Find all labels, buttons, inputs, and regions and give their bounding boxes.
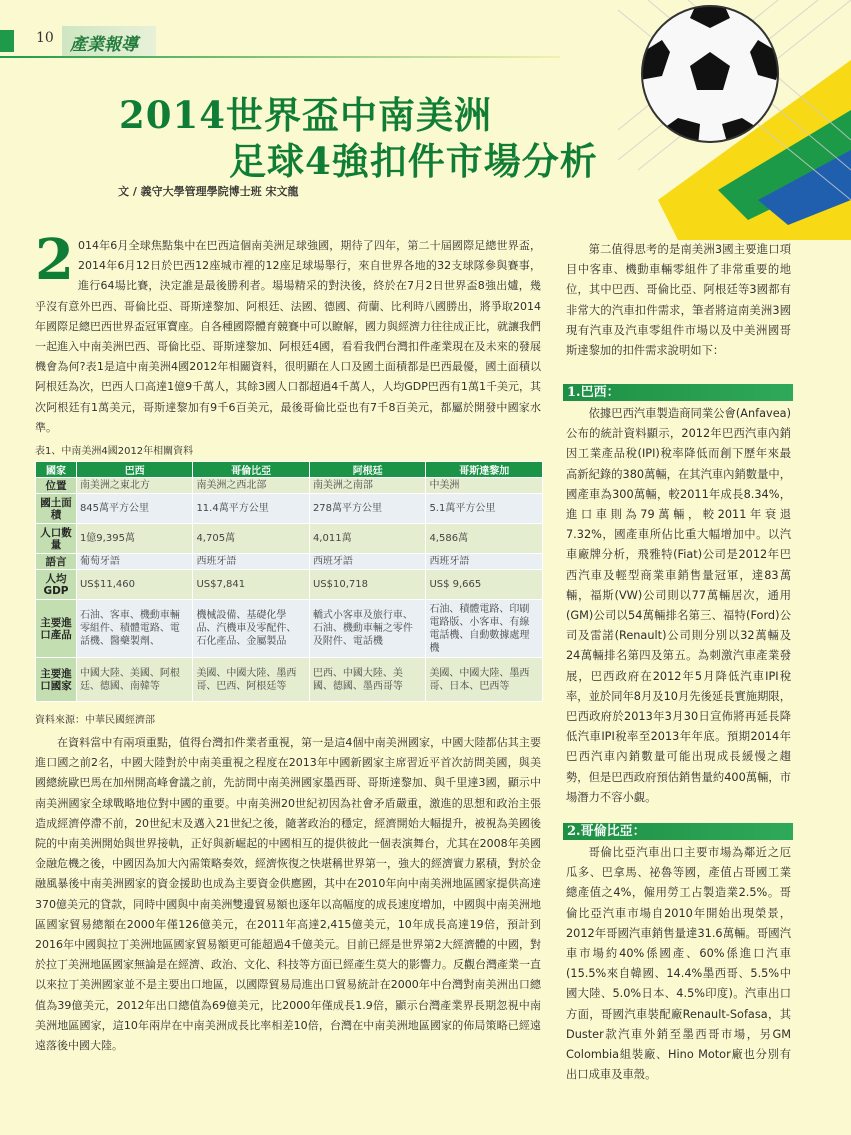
table-cell: 中美洲 [426, 478, 543, 494]
section-text-colombia: 哥倫比亞汽車出口主要市場為鄰近之厄瓜多、巴拿馬、祕魯等國，產值占哥國工業總產值之4%，僱用勞工占製造業2.5%。哥倫比亞汽車市場自2010年開始出現榮景，2012年哥國汽車銷售量達31.6萬輛。哥國汽車市場約40%係國產、60%係進口汽車(15.5%來自韓國、14.4%墨西哥、5.5%中國大陸、5.0%日本、4.5%印度)。汽車出口方面，哥國汽車裝配廠Renault-Sofasa，其Duster款汽車外銷至墨西哥市場，另GM Colombia組裝廠、Hino Motor廠也分別有出口成車及車殼。 [566, 846, 791, 1082]
table-row [36, 554, 543, 570]
table-cell: 西班牙語 [309, 554, 426, 570]
intro-paragraph [35, 227, 541, 438]
table-cell: 南美洲之西北部 [193, 478, 310, 494]
table-cell: 石油、客車、機動車輛零組件、積體電路、電話機、醫藥製劑、 [76, 600, 193, 658]
table-cell: US$11,460 [76, 570, 193, 600]
header-accent-bar [0, 30, 14, 52]
section-heading-brazil: 1.巴西： [563, 384, 793, 401]
table-cell: 1億9,395萬 [76, 524, 193, 554]
article-title-line2: 足球4強扣件市場分析 [229, 139, 598, 183]
soccer-ball-in-net-icon [618, 0, 851, 240]
table-row [36, 524, 543, 554]
table-header-cell: 哥斯達黎加 [426, 462, 543, 478]
table-cell: US$ 9,665 [426, 570, 543, 600]
drop-cap: 2 [35, 227, 74, 293]
table-cell: 石油、積體電路、印刷電路版、小客車、有線電話機、自動數據處理機 [426, 600, 543, 658]
table-cell: US$10,718 [309, 570, 426, 600]
page-number: 10 [36, 30, 54, 46]
table-cell: 轎式小客車及旅行車、石油、機動車輛之零件及附件、電話機 [309, 600, 426, 658]
table-header-cell: 阿根廷 [309, 462, 426, 478]
header-rule [0, 56, 560, 58]
section-label: 產業報導 [70, 35, 138, 55]
table-row [36, 658, 543, 702]
table-cell: 機械設備、基礎化學品、汽機車及零配件、石化產品、金屬製品 [193, 600, 310, 658]
row-label: 人口數量 [36, 524, 77, 554]
table-header-cell: 哥倫比亞 [193, 462, 310, 478]
table-row [36, 570, 543, 600]
row-label: 主要進口產品 [36, 600, 77, 658]
table-header-row [36, 462, 543, 478]
row-label: 語言 [36, 554, 77, 570]
table-cell: 南美洲之南部 [309, 478, 426, 494]
table-source: 資料來源：中華民國經濟部 [35, 715, 155, 726]
row-label: 位置 [36, 478, 77, 494]
table-header-cell: 巴西 [76, 462, 193, 478]
table-cell: 中國大陸、美國、阿根廷、德國、南韓等 [76, 658, 193, 702]
table-caption: 表1、中南美洲4國2012年相關資料 [35, 446, 194, 457]
table-cell: 4,011萬 [309, 524, 426, 554]
table-cell: 美國、中國大陸、墨西哥、日本、巴西等 [426, 658, 543, 702]
table-cell: 11.4萬平方公里 [193, 494, 310, 524]
table-cell: 葡萄牙語 [76, 554, 193, 570]
byline: 文 / 義守大學管理學院博士班 宋文龍 [118, 185, 299, 198]
table-cell: 西班牙語 [426, 554, 543, 570]
table-cell: 278萬平方公里 [309, 494, 426, 524]
section-label-box [62, 26, 156, 56]
intro-text: 014年6月全球焦點集中在巴西這個南美洲足球強國，期待了四年，第二十屆國際足總世界盃，2014年6月12日於巴西12座城市裡的12座足球場舉行，來自世界各地的32支球隊參與賽事，進行64場比賽，決定誰是最後勝利者。場場精采的對決後，終於在7月2日世界盃8強出爐，幾乎沒有意外巴西、哥倫比亞、哥斯達黎加、阿根廷、法國、德國、荷蘭、比利時八國勝出，將爭取2014年國際足總巴西世界盃冠軍寶座。自各種國際體育競賽中可以瞭解，國力與經濟力往往成正比，就讓我們一起進入中南美洲巴西、哥倫比亞、哥斯達黎加、阿根廷4國，看看我們台灣扣件產業現在及未來的發展機會為何?表1是這中南美洲4國2012年相關資料，很明顯在人口及國土面積都是巴西最優，國土面積以阿根廷為次，巴西人口高達1億9千萬人，其餘3國人口都超過4千萬人，人均GDP巴西有1萬1千美元，其次阿根廷有1萬美元，哥斯達黎加有9千6百美元，最後哥倫比亞也有7千8百美元，都屬於開發中國家水準。 [35, 239, 541, 434]
table-row [36, 600, 543, 658]
table-cell: 巴西、中國大陸、美國、德國、墨西哥等 [309, 658, 426, 702]
table-row [36, 478, 543, 494]
table-cell: 西班牙語 [193, 554, 310, 570]
table-cell: 美國、中國大陸、墨西哥、巴西、阿根廷等 [193, 658, 310, 702]
row-label: 人均GDP [36, 570, 77, 600]
table-cell: 5.1萬平方公里 [426, 494, 543, 524]
table-cell: US$7,841 [193, 570, 310, 600]
row-label: 國土面積 [36, 494, 77, 524]
table-cell: 845萬平方公里 [76, 494, 193, 524]
section-heading-colombia: 2.哥倫比亞： [563, 823, 793, 840]
section-text-brazil: 依據巴西汽車製造商同業公會(Anfavea)公布的統計資料顯示，2012年巴西汽車內銷因工業產品稅(IPI)稅率降低而創下歷年來最高新紀錄的380萬輛，在其汽車內銷數量中，國產車為300萬輛，較2011年成長8.34%，進口車則為79萬輛，較2011年衰退7.32%，國產車所佔比重大幅增加中。以汽車廠牌分析，飛雅特(Fiat)公司是2012年巴西汽車及輕型商業車銷售量冠軍，達83萬輛，福斯(VW)公司則以77萬輛居次，通用(GM)公司以54萬輛排名第三、福特(Ford)公司及雷諾(Renault)公司則分別以32萬輛及24萬輛排名第四及第五。為刺激汽車產業發展，巴西政府在2012年5月降低汽車IPI稅率，並於同年8月及10月先後延長實施期限，巴西政府於2013年3月30日宣佈將再延長降低汽車IPI稅率至2013年年底。預期2014年巴西汽車內銷數量可能出現成長緩慢之趨勢，但是巴西政府預估銷售量約400萬輛，市場潛力不容小覷。 [566, 407, 791, 804]
table-header-cell: 國家 [36, 462, 77, 478]
row-label: 主要進口國家 [36, 658, 77, 702]
country-data-table [35, 461, 543, 702]
table-cell: 4,586萬 [426, 524, 543, 554]
table-row [36, 494, 543, 524]
body-paragraph: 在資料當中有兩項重點，值得台灣扣件業者重視，第一是這4個中南美洲國家，中國大陸都佔其主要進口國之前2名，中國大陸對於中南美重視之程度在2013年中國新國家主席習近平首次訪問美國，與美國總統歐巴馬在加州開高峰會議之前，先訪問中南美洲國家墨西哥、哥斯達黎加、與千里達3國，顯示中南美洲國家全球戰略地位對中國的重要。中南美洲20世紀初因為社會矛盾嚴重，激進的思想和政治主張造成經濟停滯不前，20世紀末及邁入21世紀之後，隨著政治的穩定，經濟開始大幅提升，被視為美國後院的中南美洲開始與世界接軌，正好與新崛起的中國相互的提供彼此一個表演舞台，尤其在2008年美國金融危機之後，中國因為加大內需策略奏效，經濟恢復之快堪稱世界第一，強大的經濟實力累積，對於金融風暴後中南美洲國家的資金援助也成為主要資金供應國，其中在2010年向中南美洲地區國家提供高達370億美元的貸款，同時中國與中南美洲雙邊貿易額也逐年以高幅度的成長速度增加，中國與中南美洲地區國家貿易總額在2000年僅126億美元，在2011年高達2,415億美元，10年成長高達19倍，預計到2016年中國與拉丁美洲地區國家貿易額更可能超過4千億美元。目前已經是世界第2大經濟體的中國，對於拉丁美洲地區國家無論是在經濟、政治、文化、科技等方面已經產生莫大的影響力。反觀台灣產業一直以來拉丁美洲國家並不是主要出口地區，以國際貿易局進出口貿易統計在2000年中台灣對南美洲出口總值為39億美元，2012年出口總值為69億美元，比2000年僅成長1.9倍，顯示台灣產業界長期忽視中南美洲地區國家，這10年兩岸在中南美洲成長比率相差10倍，台灣在中南美洲地區國家的佈局策略已經遠遠落後中國大陸。 [35, 736, 541, 1053]
article-title-line1: 2014世界盃中南美洲 [119, 93, 492, 137]
table-cell: 南美洲之東北方 [76, 478, 193, 494]
right-intro-paragraph: 第二值得思考的是南美洲3國主要進口項目中客車、機動車輛零組件了非常重要的地位，其中巴西、哥倫比亞、阿根廷等3國都有非常大的汽車扣件需求，筆者將這南美洲3國現有汽車及汽車零組件市場以及中美洲國哥斯達黎加的扣件需求說明如下： [566, 243, 791, 358]
table-cell: 4,705萬 [193, 524, 310, 554]
